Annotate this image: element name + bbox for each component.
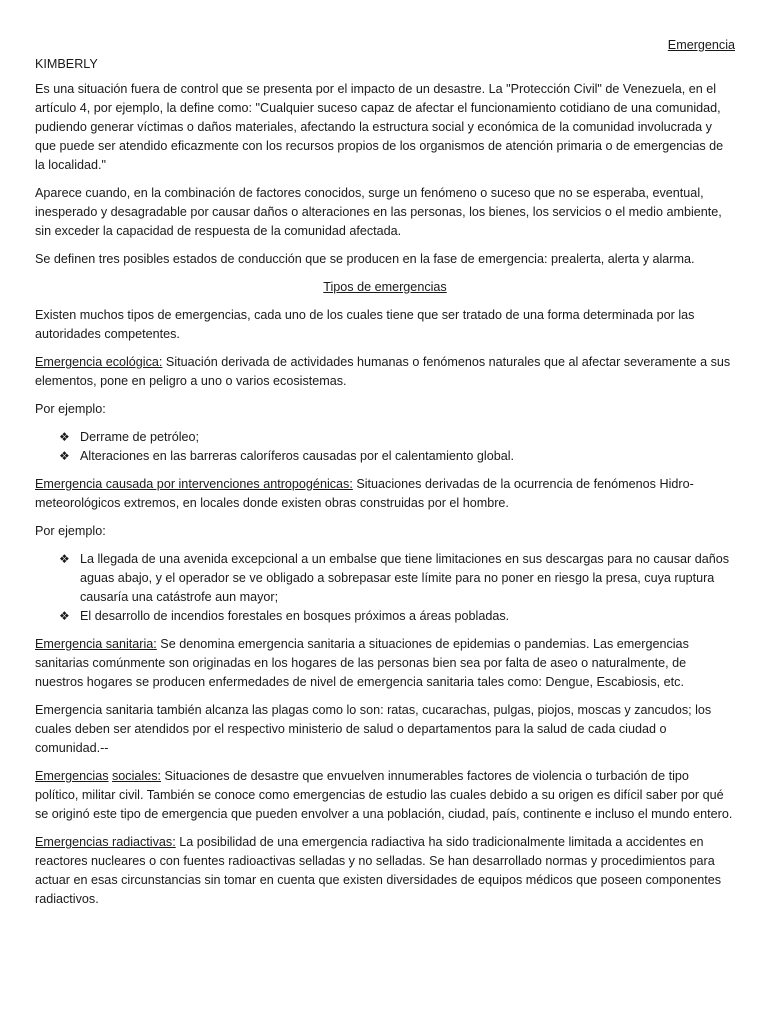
ecologica-label: Emergencia ecológica: xyxy=(35,355,163,369)
ecologica-example-list xyxy=(35,428,735,466)
diamond-bullet-icon: ❖ xyxy=(59,430,70,444)
sanitaria-extra-paragraph: Emergencia sanitaria también alcanza las plagas como lo son: ratas, cucarachas, pulgas, piojos, moscas y zancudos; los cuales deben ser atendidos por el respectivo ministerio de salud o departamentos para la salud de cada ciudad o comunidad.-- xyxy=(35,703,712,755)
sociales-text: Situaciones de desastre que envuelven innumerables factores de violencia o turbación de tipo político, militar civil. También se conoce como emergencias de estudio las cuales debido a su origen es difícil saber por qué se originó este tipo de emergencia que pueden envolver a una población, ciudad, país, continente e incluso el mundo entero. xyxy=(35,769,733,821)
list-item-text: Derrame de petróleo; xyxy=(80,430,200,444)
list-item xyxy=(59,550,735,607)
ecologica-example-label: Por ejemplo: xyxy=(35,402,106,416)
sociales-label-part-1: Emergencias xyxy=(35,769,109,783)
ecologica-paragraph xyxy=(35,353,735,391)
document-page xyxy=(35,36,735,918)
sanitaria-paragraph xyxy=(35,635,735,692)
list-item xyxy=(59,428,735,447)
intro-paragraph-3: Se definen tres posibles estados de conducción que se producen en la fase de emergencia: prealerta, alerta y alarma. xyxy=(35,252,695,266)
radiactivas-label: Emergencias radiactivas: xyxy=(35,835,176,849)
ecologica-text: Situación derivada de actividades humanas o fenómenos naturales que al afectar severamente a sus elementos, pone en peligro a uno o varios ecosistemas. xyxy=(35,355,731,388)
list-item xyxy=(59,447,735,466)
antropogenica-paragraph xyxy=(35,475,735,513)
document-title: Emergencia xyxy=(667,38,735,52)
antropogenica-example-label: Por ejemplo: xyxy=(35,524,106,538)
list-item-text: Alteraciones en las barreras caloríferos causadas por el calentamiento global. xyxy=(80,449,515,463)
intro-paragraph-1: Es una situación fuera de control que se presenta por el impacto de un desastre. La "Protección Civil" de Venezuela, en el artículo 4, por ejemplo, la define como: "Cualquier suceso capaz de afectar el funcionamiento cotidiano de una comunidad, pudiendo generar víctimas o daños materiales, afectando la estructura social y económica de la comunidad involucrada y que puede ser atendido eficazmente con los recursos propios de los organismos de atención primaria o de emergencias de la localidad." xyxy=(35,82,724,172)
diamond-bullet-icon: ❖ xyxy=(59,552,70,566)
diamond-bullet-icon: ❖ xyxy=(59,609,70,623)
antropogenica-example-list xyxy=(35,550,735,626)
list-item xyxy=(59,607,735,626)
author-name: KIMBERLY xyxy=(35,57,98,71)
antropogenica-text: Situaciones derivadas de la ocurrencia de fenómenos Hidro-meteorológicos extremos, en locales donde existen obras construidas por el hombre. xyxy=(35,477,694,510)
radiactivas-paragraph xyxy=(35,833,735,909)
antropogenica-label: Emergencia causada por intervenciones antropogénicas: xyxy=(35,477,353,491)
radiactivas-text: La posibilidad de una emergencia radiactiva ha sido tradicionalmente limitada a accidentes en reactores nucleares o con fuentes radioactivas selladas y no selladas. Se han desarrollado normas y procedimientos para actuar en esas circunstancias sin tomar en cuenta que existen diversidades de equipos médicos que poseen componentes radiactivos. xyxy=(35,835,722,906)
sociales-label-part-2: sociales: xyxy=(112,769,161,783)
diamond-bullet-icon: ❖ xyxy=(59,449,70,463)
list-item-text: La llegada de una avenida excepcional a un embalse que tiene limitaciones en sus descargas para no causar daños aguas abajo, y el operador se ve obligado a sobrepasar este límite para no poner en riesgo la presa, cuya ruptura causaría una catástrofe aun mayor; xyxy=(80,552,730,604)
types-intro-paragraph: Existen muchos tipos de emergencias, cada uno de los cuales tiene que ser tratado de una forma determinada por las autoridades competentes. xyxy=(35,308,695,341)
sociales-paragraph xyxy=(35,767,735,824)
section-heading-types: Tipos de emergencias xyxy=(323,280,447,294)
sanitaria-label: Emergencia sanitaria: xyxy=(35,637,157,651)
intro-paragraph-2: Aparece cuando, en la combinación de factores conocidos, surge un fenómeno o suceso que no se esperaba, eventual, inesperado y desagradable por causar daños o alteraciones en las personas, los bienes, los servicios o el medio ambiente, sin exceder la capacidad de respuesta de la comunidad afectada. xyxy=(35,186,722,238)
list-item-text: El desarrollo de incendios forestales en bosques próximos a áreas pobladas. xyxy=(80,609,510,623)
sanitaria-text: Se denomina emergencia sanitaria a situaciones de epidemias o pandemias. Las emergencias sanitarias comúnmente son originadas en los hogares de las personas bien sea por falta de aseo o naturalmente, de nuestros hogares se producen enfermedades de nivel de emergencia sanitaria tales como: Dengue, Escabiosis, etc. xyxy=(35,637,689,689)
